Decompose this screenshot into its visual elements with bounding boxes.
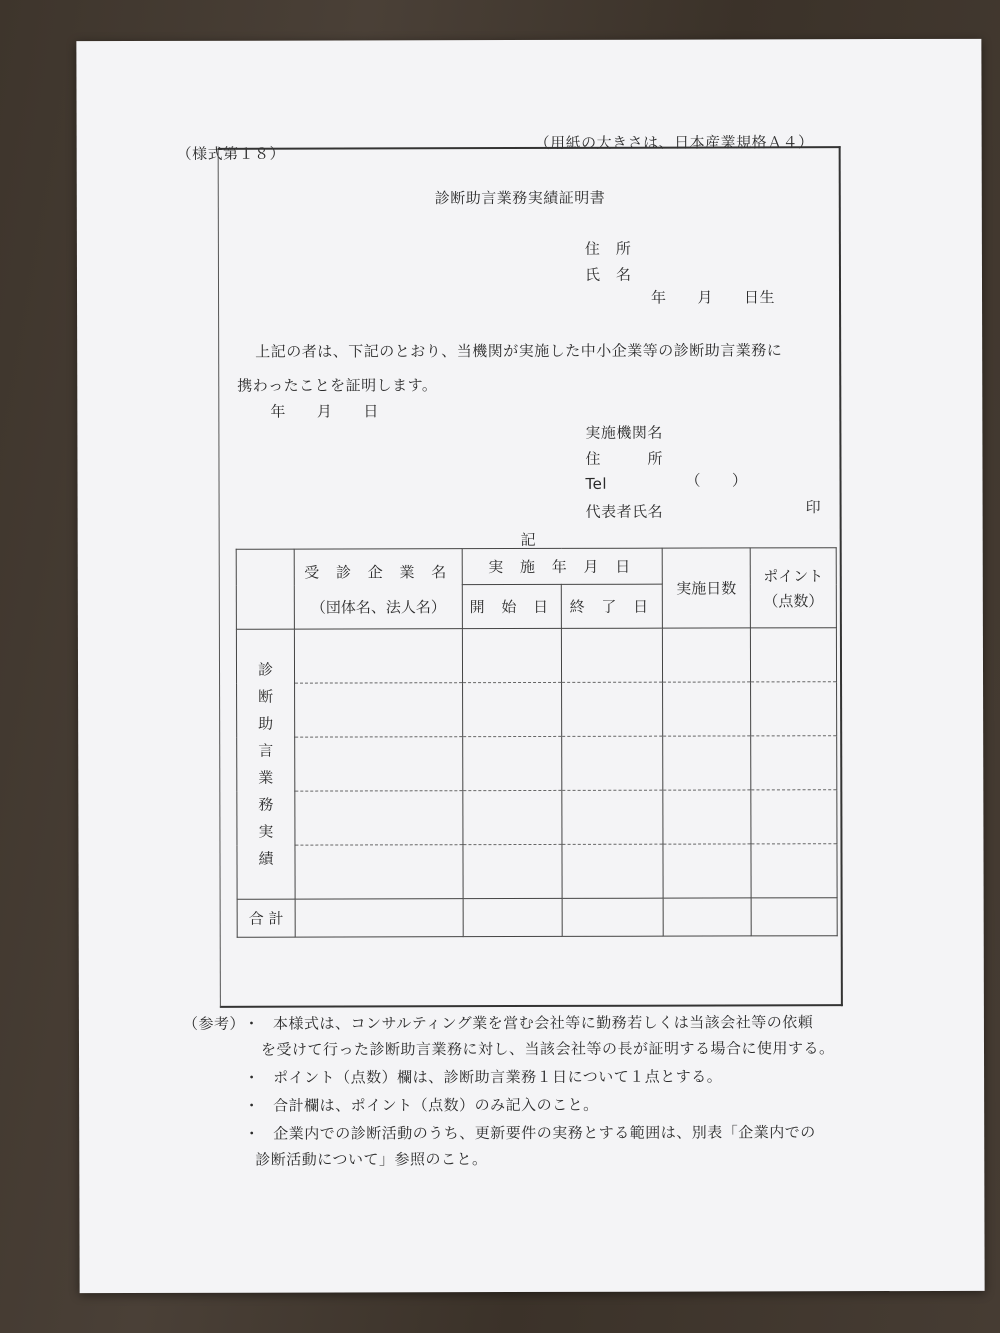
table-cell[interactable] [751,736,837,790]
institution-name-label: 実施機関名 [585,423,663,442]
representative-name-label: 代表者氏名 [585,502,664,521]
days-header: 実施日数 [676,579,737,598]
table-cell[interactable] [295,845,463,899]
table-cell[interactable] [562,682,663,736]
side-label-char: 実 [258,822,274,841]
side-label-char: 業 [258,768,274,787]
record-table [236,547,838,938]
table-cell[interactable] [662,628,750,682]
header-blank-cell [236,549,294,629]
table-cell[interactable] [463,844,562,898]
table-cell[interactable] [295,791,463,845]
side-label-cell [236,629,295,899]
certification-line-1: 上記の者は、下記のとおり、当機関が実施した中小企業等の診断助言業務に [255,341,783,361]
paper-sheet [76,39,984,1293]
table-cell[interactable] [562,844,663,898]
table-cell[interactable] [663,736,751,790]
date-header: 実 施 年 月 日 [488,557,637,577]
tel-label: Tel [585,474,608,493]
side-label-char: 績 [258,849,274,868]
start-date-header: 開 始 日 [469,597,555,617]
certification-date: 年 月 日 [270,402,379,421]
end-date-header-cell [561,584,662,628]
institution-address-label: 住 所 [585,449,663,468]
company-header: 受 診 企 業 名 [304,562,453,582]
side-label-char: 務 [258,795,274,814]
table-cell[interactable] [463,736,562,790]
table-cell[interactable] [751,844,837,898]
person-address-label: 住 所 [584,239,632,258]
days-header-cell [662,548,750,628]
table-cell[interactable] [463,790,562,844]
points-subheader: （点数） [763,591,824,610]
table-cell[interactable] [561,628,662,682]
note-2: ポイント（点数）欄は、診断助言業務１日について１点とする。 [273,1067,723,1087]
side-label-char: 助 [258,714,274,733]
table-cell[interactable] [751,790,837,844]
table-cell[interactable] [562,898,663,936]
note-3: 合計欄は、ポイント（点数）のみ記入のこと。 [273,1095,599,1115]
table-cell[interactable] [295,737,463,791]
table-cell[interactable] [663,790,751,844]
table-cell[interactable] [663,844,751,898]
date-header-cell [462,548,662,585]
record-mark: 記 [520,530,537,550]
table-cell[interactable] [750,628,836,682]
note-1-line-1: 本様式は、コンサルティング業を営む会社等に勤務若しくは当該会社等の依頼 [272,1013,814,1033]
bullet: ・ [243,1014,260,1033]
table-cell[interactable] [463,682,562,736]
bullet: ・ [244,1096,260,1115]
table-cell[interactable] [295,899,463,937]
birth-date-label: 年 月 日生 [651,288,776,307]
document-title: 診断助言業務実績証明書 [434,188,606,208]
note-4-line-2: 診断活動について」参照のこと。 [255,1150,488,1169]
note-1-line-2: を受けて行った診断助言業務に対し、当該会社等の長が証明する場合に使用する。 [260,1039,835,1059]
person-name-label: 氏 名 [584,265,632,284]
side-label-char: 診 [257,660,274,679]
table-cell[interactable] [294,629,462,683]
company-subheader: （団体名、法人名） [310,597,446,617]
notes-label: （参考） [182,1014,245,1033]
tel-parentheses: （ ） [685,471,748,490]
paper-size-note: （用紙の大きさは、日本産業規格Ａ４） [534,133,814,152]
table-cell[interactable] [562,790,663,844]
table-cell[interactable] [751,682,837,736]
points-header: ポイント [763,566,824,585]
side-label-char: 言 [258,741,274,760]
end-date-header: 終 了 日 [569,597,655,616]
bullet: ・ [244,1124,260,1143]
start-date-header-cell [462,584,561,628]
total-label: 合 計 [248,909,284,928]
form-number: （様式第１８） [176,144,286,163]
table-cell[interactable] [663,898,751,936]
certification-line-2: 携わったことを証明します。 [237,376,438,395]
bullet: ・ [244,1068,260,1087]
table-cell[interactable] [295,683,463,737]
note-4-line-1: 企業内での診断活動のうち、更新要件の実務とする範囲は、別表「企業内での [273,1123,816,1143]
table-cell[interactable] [751,898,837,936]
side-label-char: 断 [258,687,274,706]
table-cell[interactable] [663,682,751,736]
company-header-cell [294,549,462,629]
seal-mark: 印 [805,498,822,517]
total-label-cell [237,899,295,937]
table-cell[interactable] [463,898,562,936]
table-cell[interactable] [462,628,561,682]
table-cell[interactable] [562,736,663,790]
points-header-cell [750,548,836,628]
